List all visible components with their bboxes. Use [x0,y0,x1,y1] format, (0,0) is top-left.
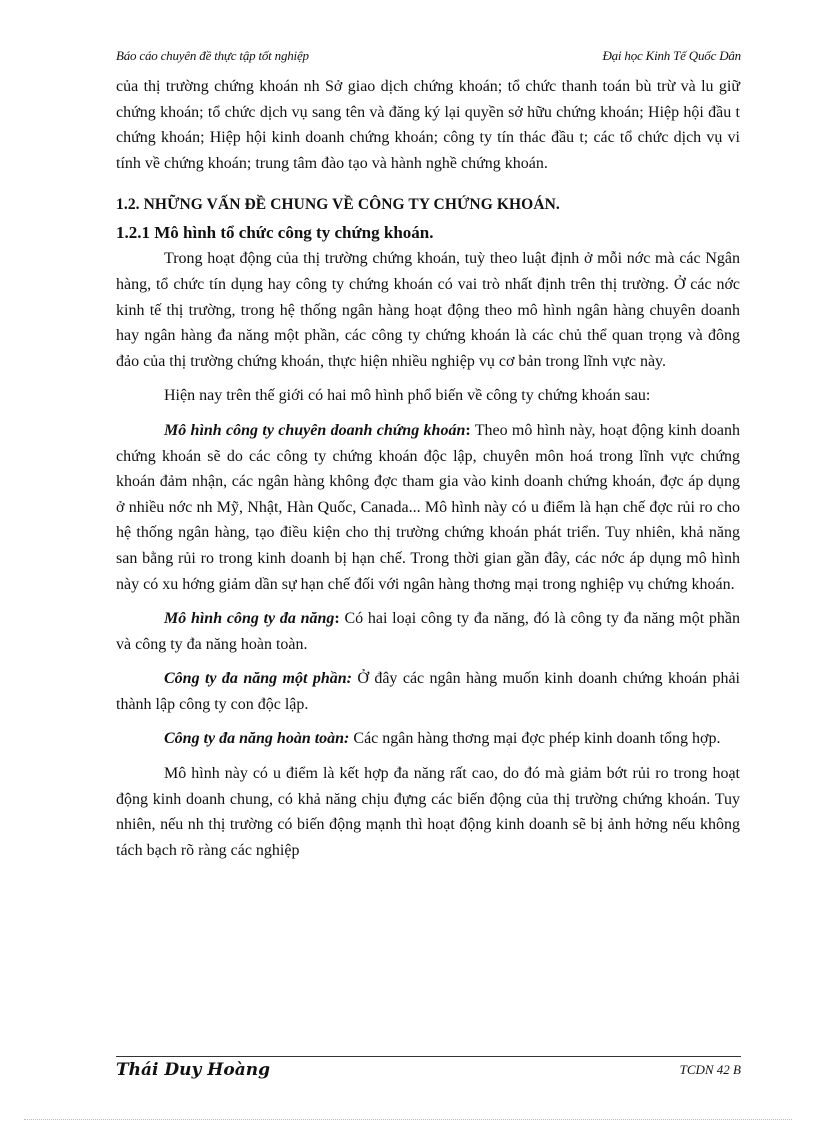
term-colon: : [465,421,471,439]
paragraph-text: Ở đây các ngân hàng muốn kinh doanh chứng khoán phải thành lập công ty con độc lập. [116,670,741,713]
term-full-universal: Công ty đa năng hoàn toàn: [164,730,350,748]
paragraph-operations: Trong hoạt động của thị trường chứng khoán, tuỳ theo luật định ở mỗi nớc mà các Ngân hàng, tổ chức tín dụng hay công ty chứng khoán có vai trò nhất định trên thị trường. Ở các nớc kinh tế thị trường, trong hệ thống ngân hàng hoạt động theo mô hình ngân hàng chuyên doanh hay ngân hàng đa năng một phần, các công ty chứng khoán là các chủ thể quan trọng và đông đảo của thị trường chứng khoán, thực hiện nhiều nghiệp vụ cơ bản trong lĩnh vực này. [116,250,740,370]
footer-class: TCDN 42 B [679,1062,741,1077]
paragraph-text: Các ngân hàng thơng mại đợc phép kinh doanh tổng hợp. [349,730,721,748]
term-universal-model: Mô hình công ty đa năng [164,610,335,628]
intro-paragraph: của thị trường chứng khoán nh Sở giao dịch chứng khoán; tổ chức thanh toán bù trừ và lu giữ chứng khoán; tổ chức dịch vụ sang tên và đăng ký lại quyền sở hữu chứng khoán; Hiệp hội đầu t chứng khoán; Hiệp hội kinh doanh chứng khoán; công ty tín thác đầu t; các tổ chức dịch vụ vi tính về chứng khoán; trung tâm đào tạo và hành nghề chứng khoán. [116,78,740,172]
paragraph-partial-universal [116,666,740,717]
subsection-heading: 1.2.1 Mô hình tổ chức công ty chứng khoán. [116,223,434,243]
paragraph-advantages: Mô hình này có u điểm là kết hợp đa năng rất cao, do đó mà giảm bớt rủi ro trong hoạt động kinh doanh chung, có khả năng chịu đựng các biến động của thị trường chứng khoán. Tuy nhiên, nếu nh thị trường có biến động mạnh thì hoạt động kinh doanh sẽ bị ảnh hởng nếu không tách bạch rõ ràng các nghiệp [116,765,740,859]
term-colon: : [334,610,340,628]
page-header [116,44,741,68]
footer-divider [116,1056,741,1057]
footer-author: Thái Duy Hoàng [116,1060,270,1080]
paragraph-full-universal [116,726,740,752]
paragraph-two-models: Hiện nay trên thế giới có hai mô hình phổ biến về công ty chứng khoán sau: [164,387,651,405]
paragraph-specialized-model [116,418,740,597]
page-footer [116,1060,741,1080]
paragraph-text: Theo mô hình này, hoạt động kinh doanh chứng khoán sẽ do các công ty chứng khoán độc lập, chuyên môn hoá trong lĩnh vực chứng khoán đảm nhận, các ngân hàng không đợc tham gia vào kinh doanh chứng khoán, đợc áp dụng ở nhiều nớc nh Mỹ, Nhật, Hàn Quốc, Canada... Mô hình này có u điểm là hạn chế đợc rủi ro cho hệ thống ngân hàng, tạo điều kiện cho thị trường chứng khoán phát triển. Tuy nhiên, khả năng san bằng rủi ro trong kinh doanh bị hạn chế. Trong thời gian gần đây, các nớc áp dụng mô hình này có xu hớng giảm dần sự hạn chế đối với ngân hàng thơng mại trong nghiệp vụ chứng khoán. [116,421,740,593]
page-edge-divider [24,1119,792,1120]
paragraph-universal-model [116,606,740,657]
term-partial-universal: Công ty đa năng một phần: [164,670,352,688]
header-report-title: Báo cáo chuyên đề thực tập tốt nghiệp [116,48,309,63]
section-heading: 1.2. NHỮNG VẤN ĐỀ CHUNG VỀ CÔNG TY CHỨNG KHOÁN. [116,196,560,214]
term-specialized-model: Mô hình công ty chuyên doanh chứng khoán [164,421,466,439]
paragraph-text: Có hai loại công ty đa năng, đó là công ty đa năng một phần và công ty đa năng hoàn toàn. [116,610,740,653]
page-body [116,74,740,863]
header-university: Đại học Kinh Tế Quốc Dân [602,48,741,63]
